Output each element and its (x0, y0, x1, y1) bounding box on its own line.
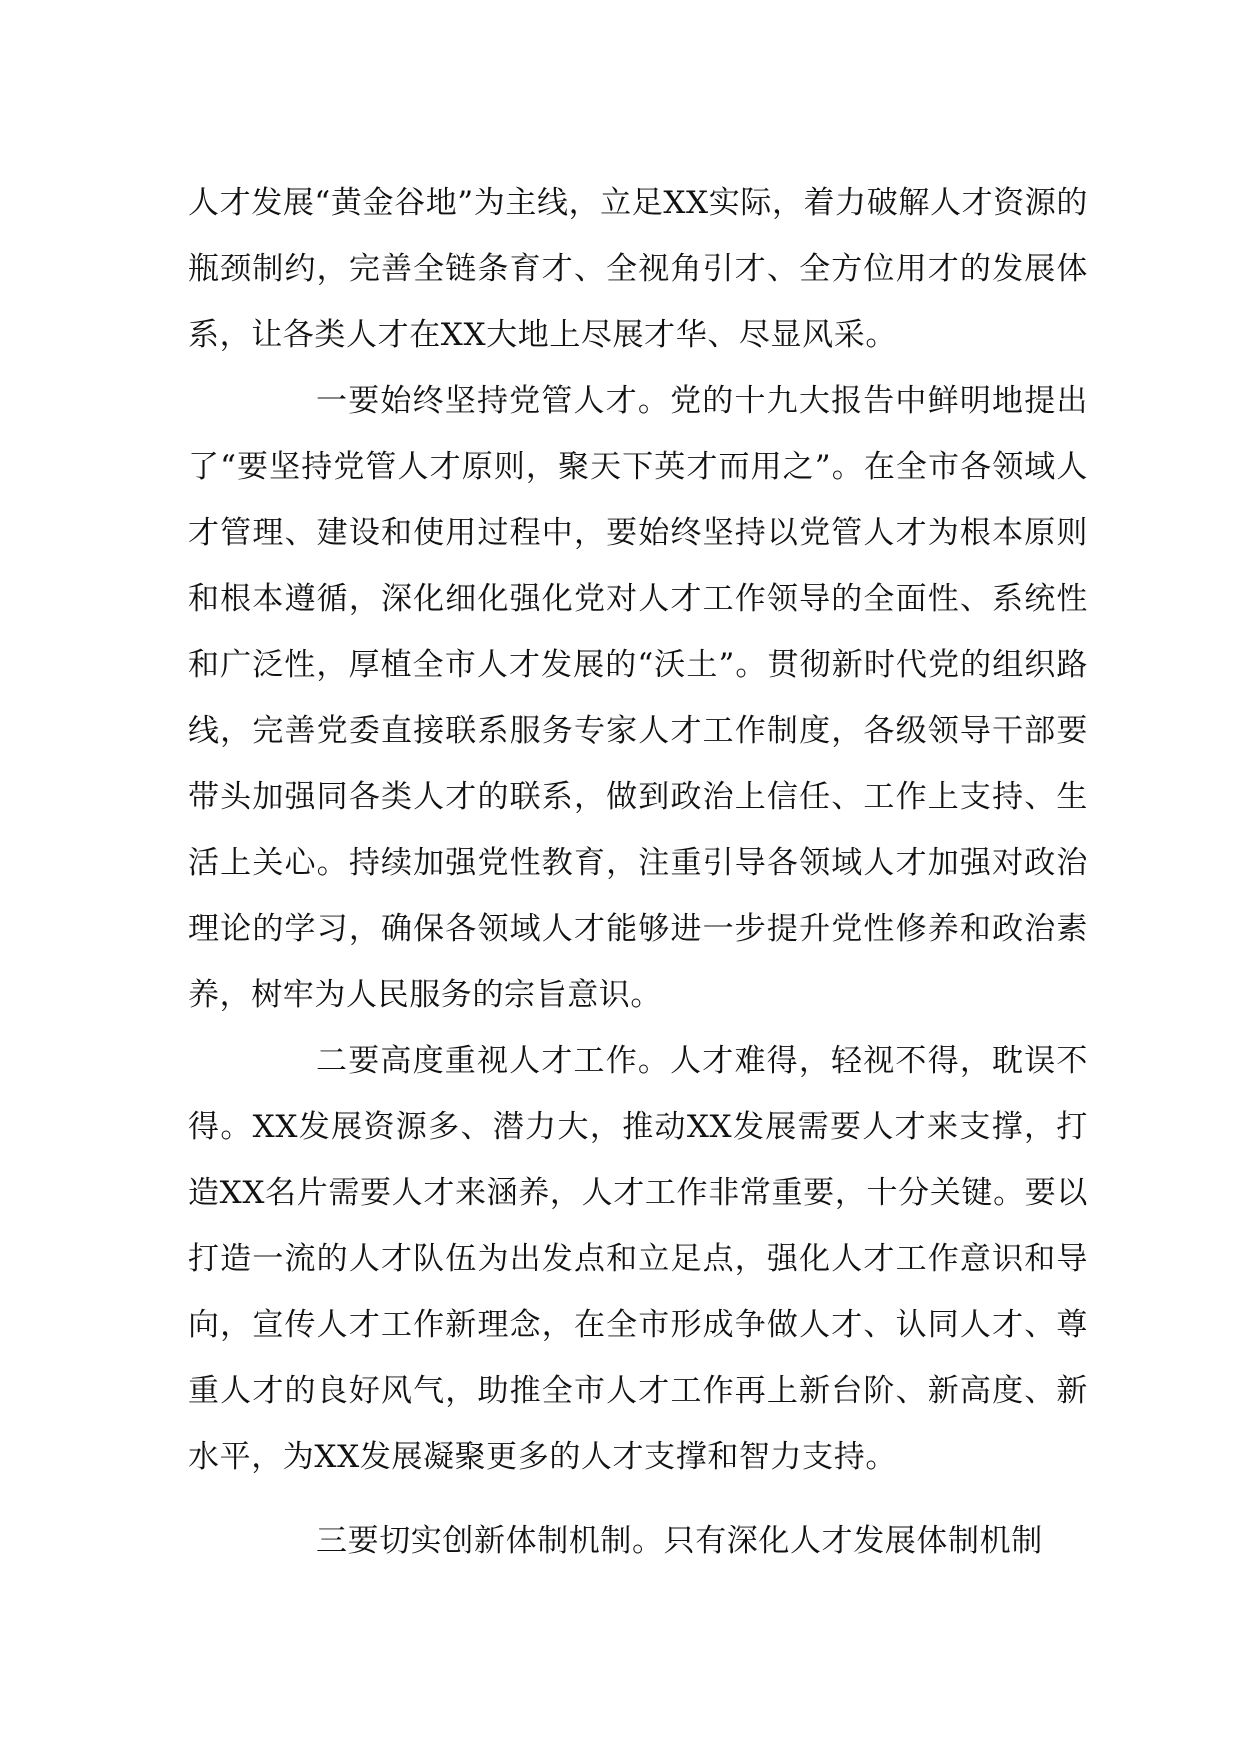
paragraph-innovate-mechanisms: 三要切实创新体制机制。只有深化人才发展体制机制 (316, 1523, 1043, 1559)
paragraph-party-leadership: 一要始终坚持党管人才。党的十九大报告中鲜明地提出了“要坚持党管人才原则，聚天下英才而用之”。在全市各领域人才管理、建设和使用过程中，要始终坚持以党管人才为根本原则和根本遵循，深化细化强化党对人才工作领导的全面性、系统性和广泛性，厚植全市人才发展的“沃土”。贯彻新时代党的组织路线，完善党委直接联系服务专家人才工作制度，各级领导干部要带头加强同各类人才的联系，做到政治上信任、工作上支持、生活上关心。持续加强党性教育，注重引导各领域人才加强对政治理论的学习，确保各领域人才能够进一步提升党性修养和政治素养，树牢为人民服务的宗旨意识。 (188, 383, 1088, 1013)
paragraph-value-talent-work: 二要高度重视人才工作。人才难得，轻视不得，耽误不得。XX发展资源多、潜力大，推动XX发展需要人才来支撑，打造XX名片需要人才来涵养，人才工作非常重要，十分关键。要以打造一流的人才队伍为出发点和立足点，强化人才工作意识和导向，宣传人才工作新理念，在全市形成争做人才、认同人才、尊重人才的良好风气，助推全市人才工作再上新台阶、新高度、新水平，为XX发展凝聚更多的人才支撑和智力支持。 (188, 1043, 1088, 1475)
paragraph-intro-continuation: 人才发展“黄金谷地”为主线，立足XX实际，着力破解人才资源的瓶颈制约，完善全链条育才、全视角引才、全方位用才的发展体系，让各类人才在XX大地上尽展才华、尽显风采。 (188, 185, 1088, 353)
document-body (188, 170, 1088, 1574)
